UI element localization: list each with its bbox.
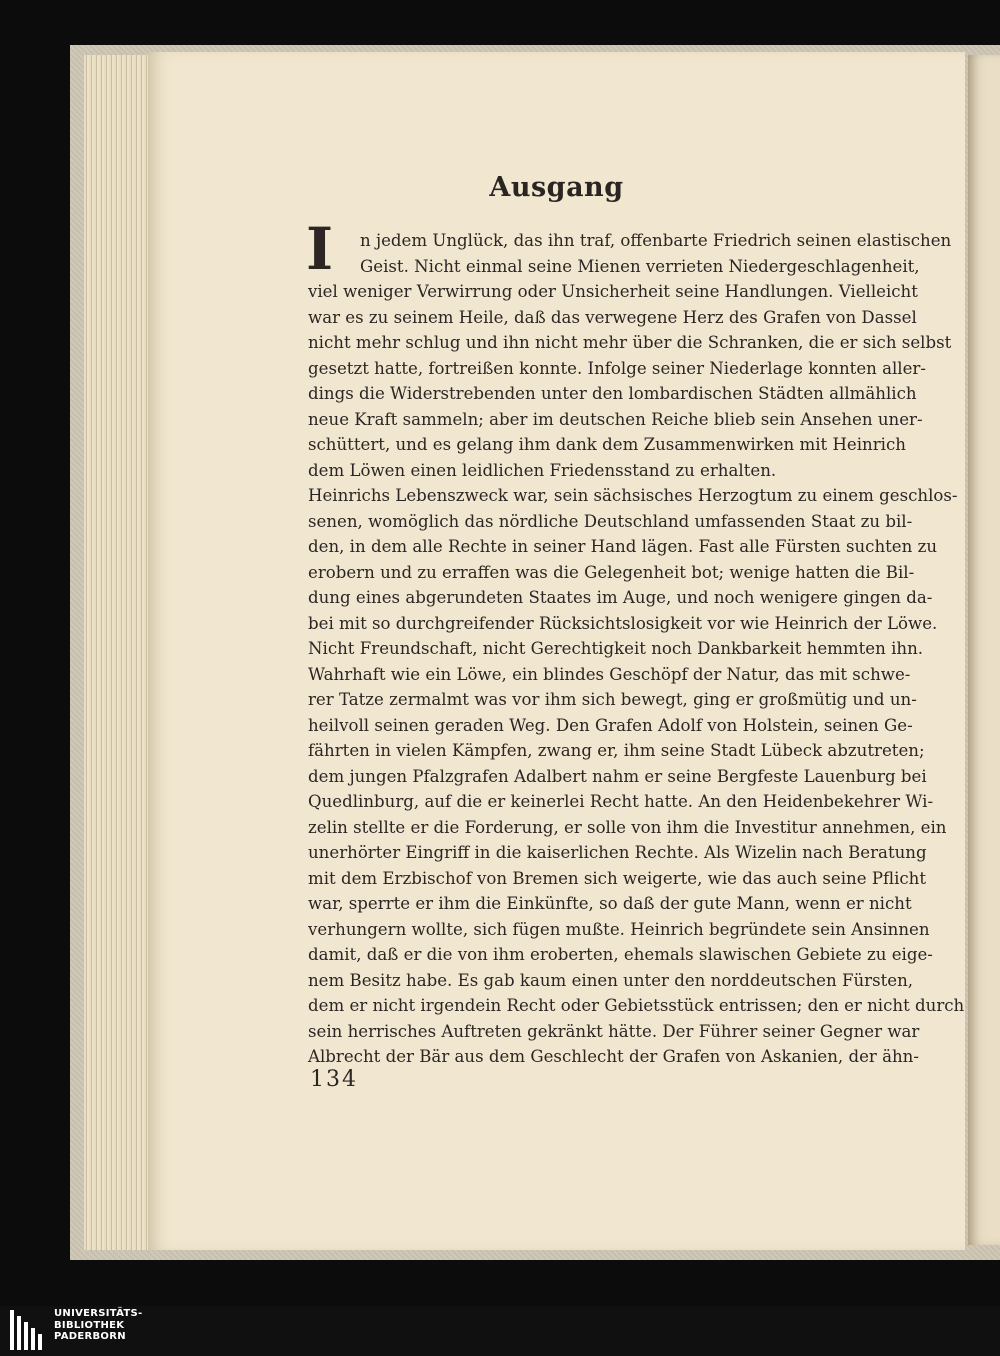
text-line: sein herrisches Auftreten gekränkt hätte. Der Führer seiner Gegner war <box>308 1021 920 1041</box>
text-line: mit dem Erzbischof von Bremen sich weigerte, wie das auch seine Pflicht <box>308 868 927 888</box>
text-line: rer Tatze zermalmt was vor ihm sich bewegt, ging er großmütig und un- <box>308 690 917 709</box>
text-line: erobern und zu erraffen was die Gelegenheit bot; wenige hatten die Bil- <box>308 562 915 582</box>
text-line: den, in dem alle Rechte in seiner Hand lägen. Fast alle Fürsten suchten zu <box>308 537 938 556</box>
text-line: neue Kraft sammeln; aber im deutschen Reiche blieb sein Ansehen uner- <box>308 409 923 429</box>
text-line: senen, womöglich das nördliche Deutschland umfassenden Staat zu bil- <box>308 511 913 531</box>
logo-line: PADERBORN <box>54 1331 126 1342</box>
text-line: bei mit so durchgreifender Rücksichtslosigkeit vor wie Heinrich der Löwe. <box>308 613 938 633</box>
text-line: Nicht Freundschaft, nicht Gerechtigkeit noch Dankbarkeit hemmten ihn. <box>308 639 924 658</box>
page-edges <box>84 55 150 1250</box>
logo-line: BIBLIOTHEK <box>54 1319 125 1331</box>
text-line: fährten in vielen Kämpfen, zwang er, ihm seine Stadt Lübeck abzutreten; <box>308 741 925 760</box>
text-line: war es zu seinem Heile, daß das verwegene Herz des Grafen von Dassel <box>308 307 917 327</box>
text-line: war, sperrte er ihm die Einkünfte, so daß der gute Mann, wenn er nicht <box>308 894 912 913</box>
text-line: schüttert, und es gelang ihm dank dem Zusammenwirken mit Heinrich <box>308 435 906 454</box>
text-line: viel weniger Verwirrung oder Unsicherheit seine Handlungen. Vielleicht <box>308 282 918 301</box>
text-line: zelin stellte er die Forderung, er solle von ihm die Investitur annehmen, ein <box>308 817 947 837</box>
library-logo-text <box>54 1308 143 1343</box>
text-line: dung eines abgerundeten Staates im Auge, und noch wenigere gingen da- <box>308 588 933 607</box>
text-line: dem Löwen einen leidlichen Friedensstand zu erhalten. <box>308 460 777 480</box>
text-line: Albrecht der Bär aus dem Geschlecht der Grafen von Askanien, der ähn- <box>308 1047 919 1066</box>
library-logo-icon <box>10 1310 42 1350</box>
text-line: Geist. Nicht einmal seine Mienen verrieten Niedergeschlagenheit, <box>360 256 920 276</box>
text-line: unerhörter Eingriff in die kaiserlichen Rechte. Als Wizelin nach Beratung <box>308 843 927 862</box>
text-line: Heinrichs Lebenszweck war, sein sächsisches Herzogtum zu einem geschlos- <box>308 486 958 505</box>
footer-bar <box>0 1306 1000 1356</box>
text-line: gesetzt hatte, fortreißen konnte. Infolge seiner Niederlage konnten aller- <box>308 358 926 378</box>
page-number: 134 <box>310 1067 358 1092</box>
text-line: dings die Widerstrebenden unter den lombardischen Städten allmählich <box>308 384 917 403</box>
text-line: Wahrhaft wie ein Löwe, ein blindes Geschöpf der Natur, das mit schwe- <box>308 664 911 684</box>
text-line: heilvoll seinen geraden Weg. Den Grafen Adolf von Holstein, seinen Ge- <box>308 715 913 735</box>
text-line: verhungern wollte, sich fügen mußte. Heinrich begründete sein Ansinnen <box>308 919 930 939</box>
page-title: Ausgang <box>489 172 624 203</box>
text-line: dem er nicht irgendein Recht oder Gebietsstück entrissen; den er nicht durch <box>308 996 965 1015</box>
next-page-edge <box>968 55 1000 1245</box>
text-line: damit, daß er die von ihm eroberten, ehemals slawischen Gebiete zu eige- <box>308 945 933 964</box>
text-line: nem Besitz habe. Es gab kaum einen unter den norddeutschen Fürsten, <box>308 970 914 990</box>
drop-cap: I <box>306 215 334 283</box>
text-line: dem jungen Pfalzgrafen Adalbert nahm er seine Bergfeste Lauenburg bei <box>308 766 927 786</box>
text-line: Quedlinburg, auf die er keinerlei Recht hatte. An den Heidenbekehrer Wi- <box>308 792 934 811</box>
text-line: nicht mehr schlug und ihn nicht mehr über die Schranken, die er sich selbst <box>308 333 952 352</box>
logo-line: UNIVERSITÄTS- <box>54 1308 143 1319</box>
text-line: n jedem Unglück, das ihn traf, offenbarte Friedrich seinen elastischen <box>360 231 952 250</box>
